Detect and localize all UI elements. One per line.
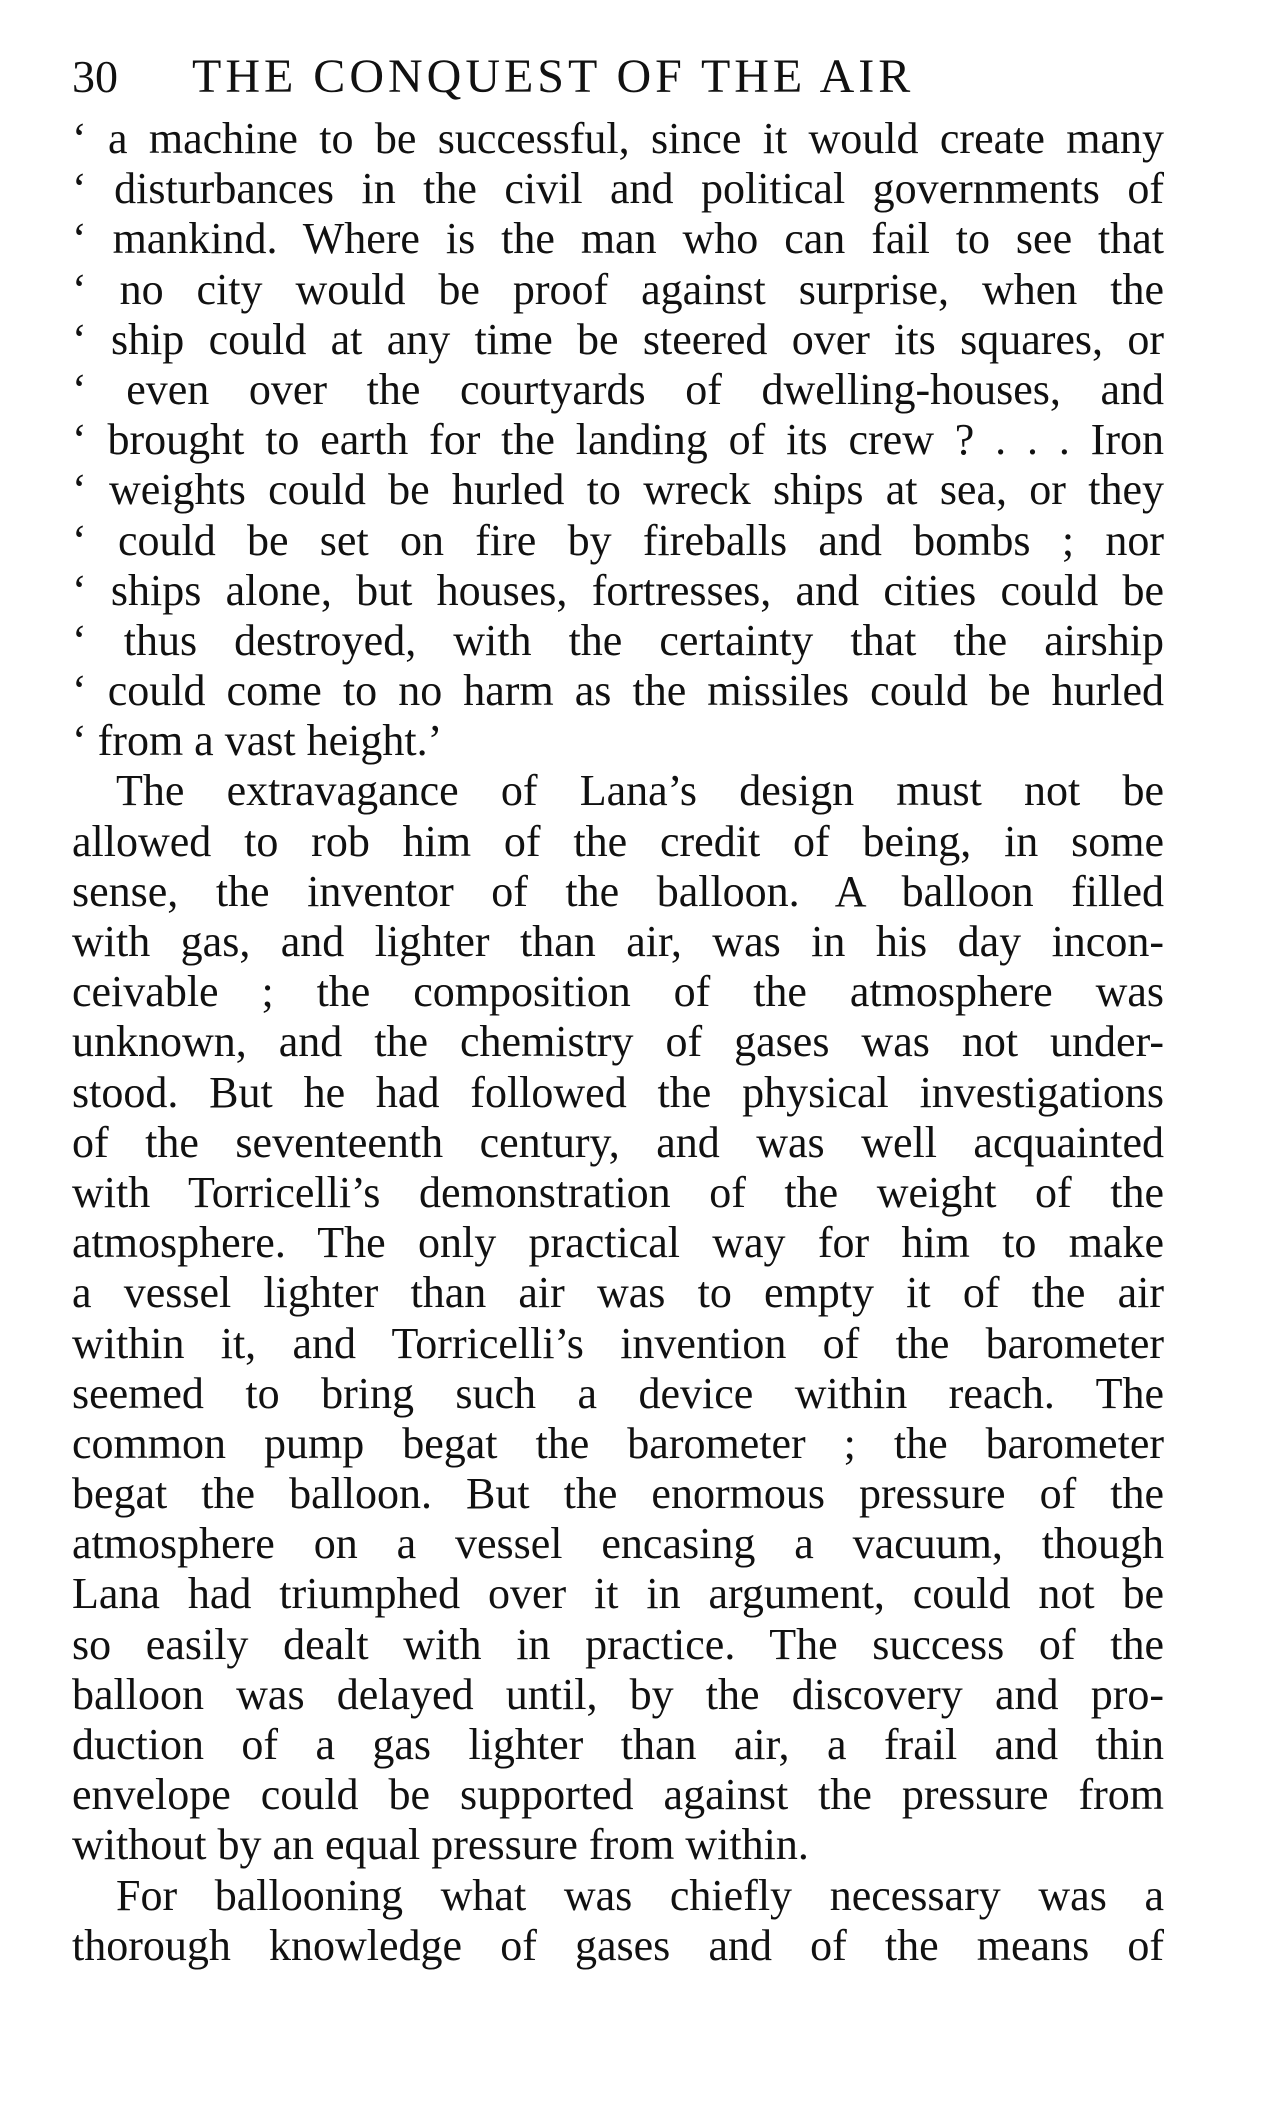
text-line: with Torricelli’s demonstration of the weight of the <box>72 1167 1164 1217</box>
text-line: stood. But he had followed the physical investigations <box>72 1067 1164 1117</box>
text-line: envelope could be supported against the pressure from <box>72 1770 1164 1820</box>
text-line: with gas, and lighter than air, was in his day incon- <box>72 917 1164 966</box>
text-line: ‘ disturbances in the civil and political governments of <box>72 164 1164 214</box>
text-line: ‘ even over the courtyards of dwelling-houses, and <box>72 364 1164 414</box>
text-line: atmosphere on a vessel encasing a vacuum, though <box>72 1519 1164 1569</box>
text-line: allowed to rob him of the credit of being, in some <box>72 816 1164 866</box>
paragraph <box>72 1871 1164 1971</box>
text-line: within it, and Torricelli’s invention of the barometer <box>72 1318 1164 1368</box>
text-line: seemed to bring such a device within reach. The <box>72 1368 1164 1418</box>
text-line: sense, the inventor of the balloon. A balloon filled <box>72 866 1164 916</box>
text-line: without by an equal pressure from within. <box>72 1820 809 1870</box>
text-line: Lana had triumphed over it in argument, could not be <box>72 1569 1164 1619</box>
text-line: ‘ ship could at any time be steered over its squares, or <box>72 314 1164 364</box>
text-line: ceivable ; the composition of the atmosphere was <box>72 967 1164 1017</box>
text-line: ‘ mankind. Where is the man who can fail to see that <box>72 214 1164 264</box>
text-line: unknown, and the chemistry of gases was not under- <box>72 1017 1164 1067</box>
text-line: duction of a gas lighter than air, a frail and thin <box>72 1720 1164 1769</box>
text-line: For ballooning what was chiefly necessary was a <box>116 1870 1164 1920</box>
paragraph <box>72 766 1164 1870</box>
text-line: of the seventeenth century, and was well acquainted <box>72 1117 1164 1167</box>
text-line: ‘ could be set on fire by fireballs and bombs ; nor <box>72 515 1164 565</box>
quotation-block <box>72 114 1164 766</box>
text-line: balloon was delayed until, by the discovery and pro- <box>72 1669 1164 1719</box>
running-head <box>72 40 1164 114</box>
text-line: ‘ could come to no harm as the missiles could be hurled <box>72 666 1164 716</box>
text-line: ‘ no city would be proof against surprise, when the <box>72 264 1164 314</box>
text-line: atmosphere. The only practical way for him to make <box>72 1218 1164 1268</box>
book-page <box>72 40 1164 1971</box>
text-line: The extravagance of Lana’s design must not be <box>116 766 1164 816</box>
text-line: common pump begat the barometer ; the barometer <box>72 1418 1164 1468</box>
text-line: ‘ ships alone, but houses, fortresses, and cities could be <box>72 565 1164 615</box>
running-title: THE CONQUEST OF THE AIR <box>192 50 915 103</box>
text-line: so easily dealt with in practice. The success of the <box>72 1619 1164 1669</box>
text-line: ‘ weights could be hurled to wreck ships at sea, or they <box>72 465 1164 515</box>
text-line: ‘ from a vast height.’ <box>72 716 443 766</box>
page-number: 30 <box>72 51 118 102</box>
text-line: ‘ a machine to be successful, since it would create many <box>72 114 1164 163</box>
text-line: begat the balloon. But the enormous pressure of the <box>72 1469 1164 1519</box>
text-line: ‘ brought to earth for the landing of its crew ? . . . Iron <box>72 415 1164 465</box>
text-line: ‘ thus destroyed, with the certainty that the airship <box>72 615 1164 665</box>
text-line: thorough knowledge of gases and of the means of <box>72 1920 1164 1970</box>
text-line: a vessel lighter than air was to empty it of the air <box>72 1268 1164 1318</box>
